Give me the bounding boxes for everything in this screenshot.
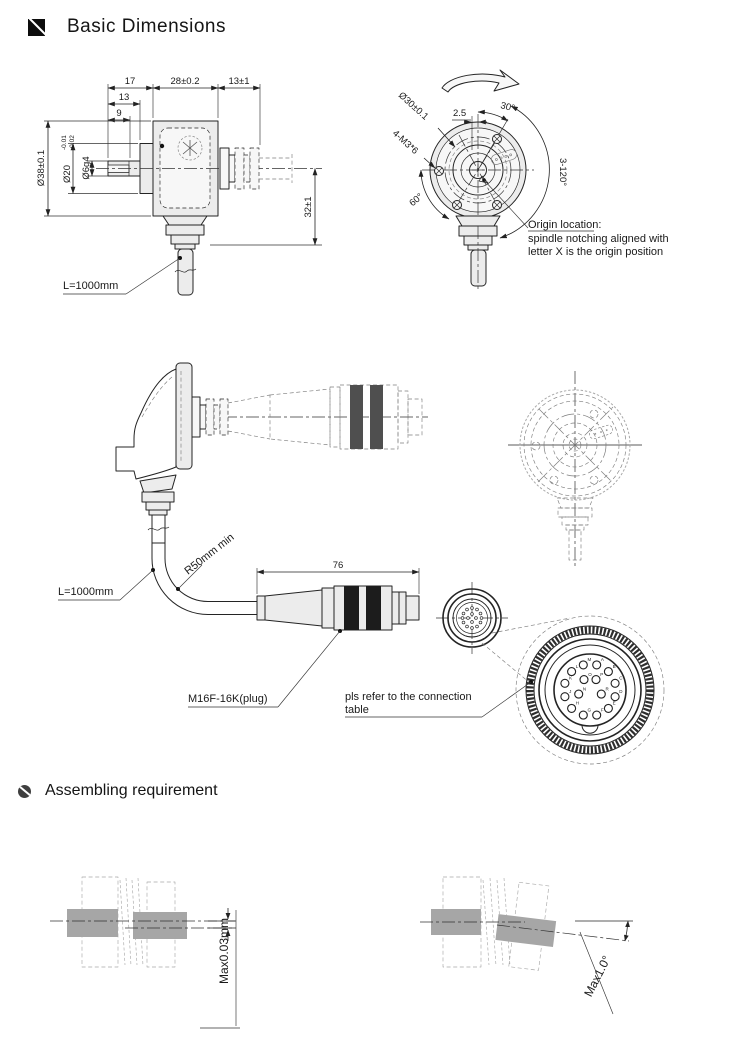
assembling-requirement-header: [18, 782, 218, 800]
dim-d20-tol-top: -0.01: [61, 135, 68, 150]
cable-assembly-drawing: [30, 353, 730, 765]
encoder-perspective-view: [116, 363, 428, 543]
phantom-face-badge: [588, 424, 614, 440]
dim-60deg: 60°: [407, 191, 426, 209]
index-dot: [160, 144, 164, 148]
basic-dimensions-header: [28, 16, 226, 38]
offset-dimension: [200, 908, 240, 1028]
assembly-angle-drawing: [415, 852, 715, 1040]
cable-gland: [163, 216, 207, 295]
connection-note-line2: table: [345, 704, 369, 716]
origin-note-line2: spindle notching aligned with: [528, 233, 669, 245]
pin-label: M: [587, 657, 592, 663]
dim-32: 32±1: [303, 196, 314, 218]
encoder-side-view-drawing: [30, 58, 370, 310]
plug-type-label: M16F-16K(plug): [188, 693, 268, 705]
pin: [592, 676, 600, 684]
angle-label: Max1.0°: [581, 953, 614, 1000]
pin-label: A: [600, 657, 604, 663]
dim-2-5: 2.5: [453, 108, 467, 119]
dim-d6g4: Ø6g4: [81, 156, 92, 180]
pin-label: F: [600, 707, 604, 713]
pin: [579, 711, 587, 719]
pin: [593, 711, 601, 719]
side-cable-length-label: L=1000mm: [63, 280, 119, 292]
assembly-offset-drawing: [40, 852, 302, 1040]
section-bullet-icon: [18, 785, 31, 798]
pin: [561, 693, 569, 701]
pin-label: D: [619, 688, 623, 694]
dim-3-120deg: 3-120°: [557, 157, 568, 187]
knurled-ring: [530, 630, 650, 750]
pin-label: C: [619, 675, 623, 681]
encoder-phantom-rear-view: [508, 371, 642, 568]
pin: [568, 668, 576, 676]
plug-band: [344, 586, 359, 630]
pin-label: B: [612, 663, 616, 669]
connector-detail-view: [345, 616, 664, 764]
origin-note-line1: Origin location:: [528, 219, 602, 231]
pin-label: N: [582, 686, 587, 692]
dim-28: 28±0.2: [170, 76, 200, 87]
pin: [561, 679, 569, 687]
dim-17: 17: [124, 76, 136, 87]
dim-d20: Ø20: [62, 165, 73, 183]
section2-title: Assembling requirement: [45, 782, 218, 799]
pin-label: H: [575, 700, 580, 706]
encoder-front-face: [422, 114, 534, 292]
connection-note-line1: pls refer to the connection: [345, 691, 472, 703]
pin-label: G: [587, 707, 592, 713]
shaft-bar-right-tilted: [495, 914, 556, 947]
section-title: Basic Dimensions: [67, 16, 226, 37]
plug-band: [350, 385, 363, 449]
screw-spec-label: 4-M3*6: [389, 128, 421, 157]
pin: [604, 704, 612, 712]
front-cable-gland: [456, 216, 500, 292]
pin-label: P: [600, 671, 604, 677]
dim-13-tol: 13±1: [228, 76, 250, 87]
pin-label: L: [575, 663, 579, 669]
dim-30deg: 30°: [499, 100, 516, 115]
rotation-arrow: [442, 70, 519, 92]
connector-face-small: [436, 582, 573, 683]
pin-label: R: [605, 686, 609, 692]
cable-length-label: L=1000mm: [58, 586, 114, 598]
plug-band: [366, 586, 381, 630]
pin: [593, 661, 601, 669]
pin: [611, 679, 619, 687]
pin: [604, 668, 612, 676]
dim-d38: Ø38±0.1: [36, 149, 47, 187]
pin: [597, 690, 605, 698]
pin-label: J: [569, 688, 572, 694]
dim-9: 9: [116, 108, 122, 119]
pin-label: E: [612, 700, 616, 706]
bend-radius-label: R50mm min: [182, 531, 237, 578]
pin: [579, 661, 587, 669]
pin: [568, 704, 576, 712]
dim-13: 13: [118, 92, 130, 103]
shaft-bar-right: [133, 912, 187, 939]
origin-note-line3: letter X is the origin position: [528, 246, 664, 258]
pin-label: O: [588, 671, 592, 677]
encoder-front-view-drawing: [378, 58, 733, 310]
pin: [575, 690, 583, 698]
angle-dimension: [580, 921, 628, 1014]
connector-pins: [561, 657, 623, 719]
offset-label: Max0.03mm: [217, 917, 231, 984]
plug-band: [370, 385, 383, 449]
pin: [611, 693, 619, 701]
dim-76: 76: [332, 560, 344, 571]
coupling-sketch: [50, 877, 236, 967]
pin-label: K: [569, 675, 573, 681]
dim-d30: Ø30±0.1: [395, 90, 431, 123]
section-square-icon: [28, 19, 45, 36]
dim-d20-tol-bot: -0.02: [69, 135, 76, 150]
pin: [580, 676, 588, 684]
cable-and-plug: [152, 543, 419, 630]
shaft-bar-left: [67, 909, 118, 937]
